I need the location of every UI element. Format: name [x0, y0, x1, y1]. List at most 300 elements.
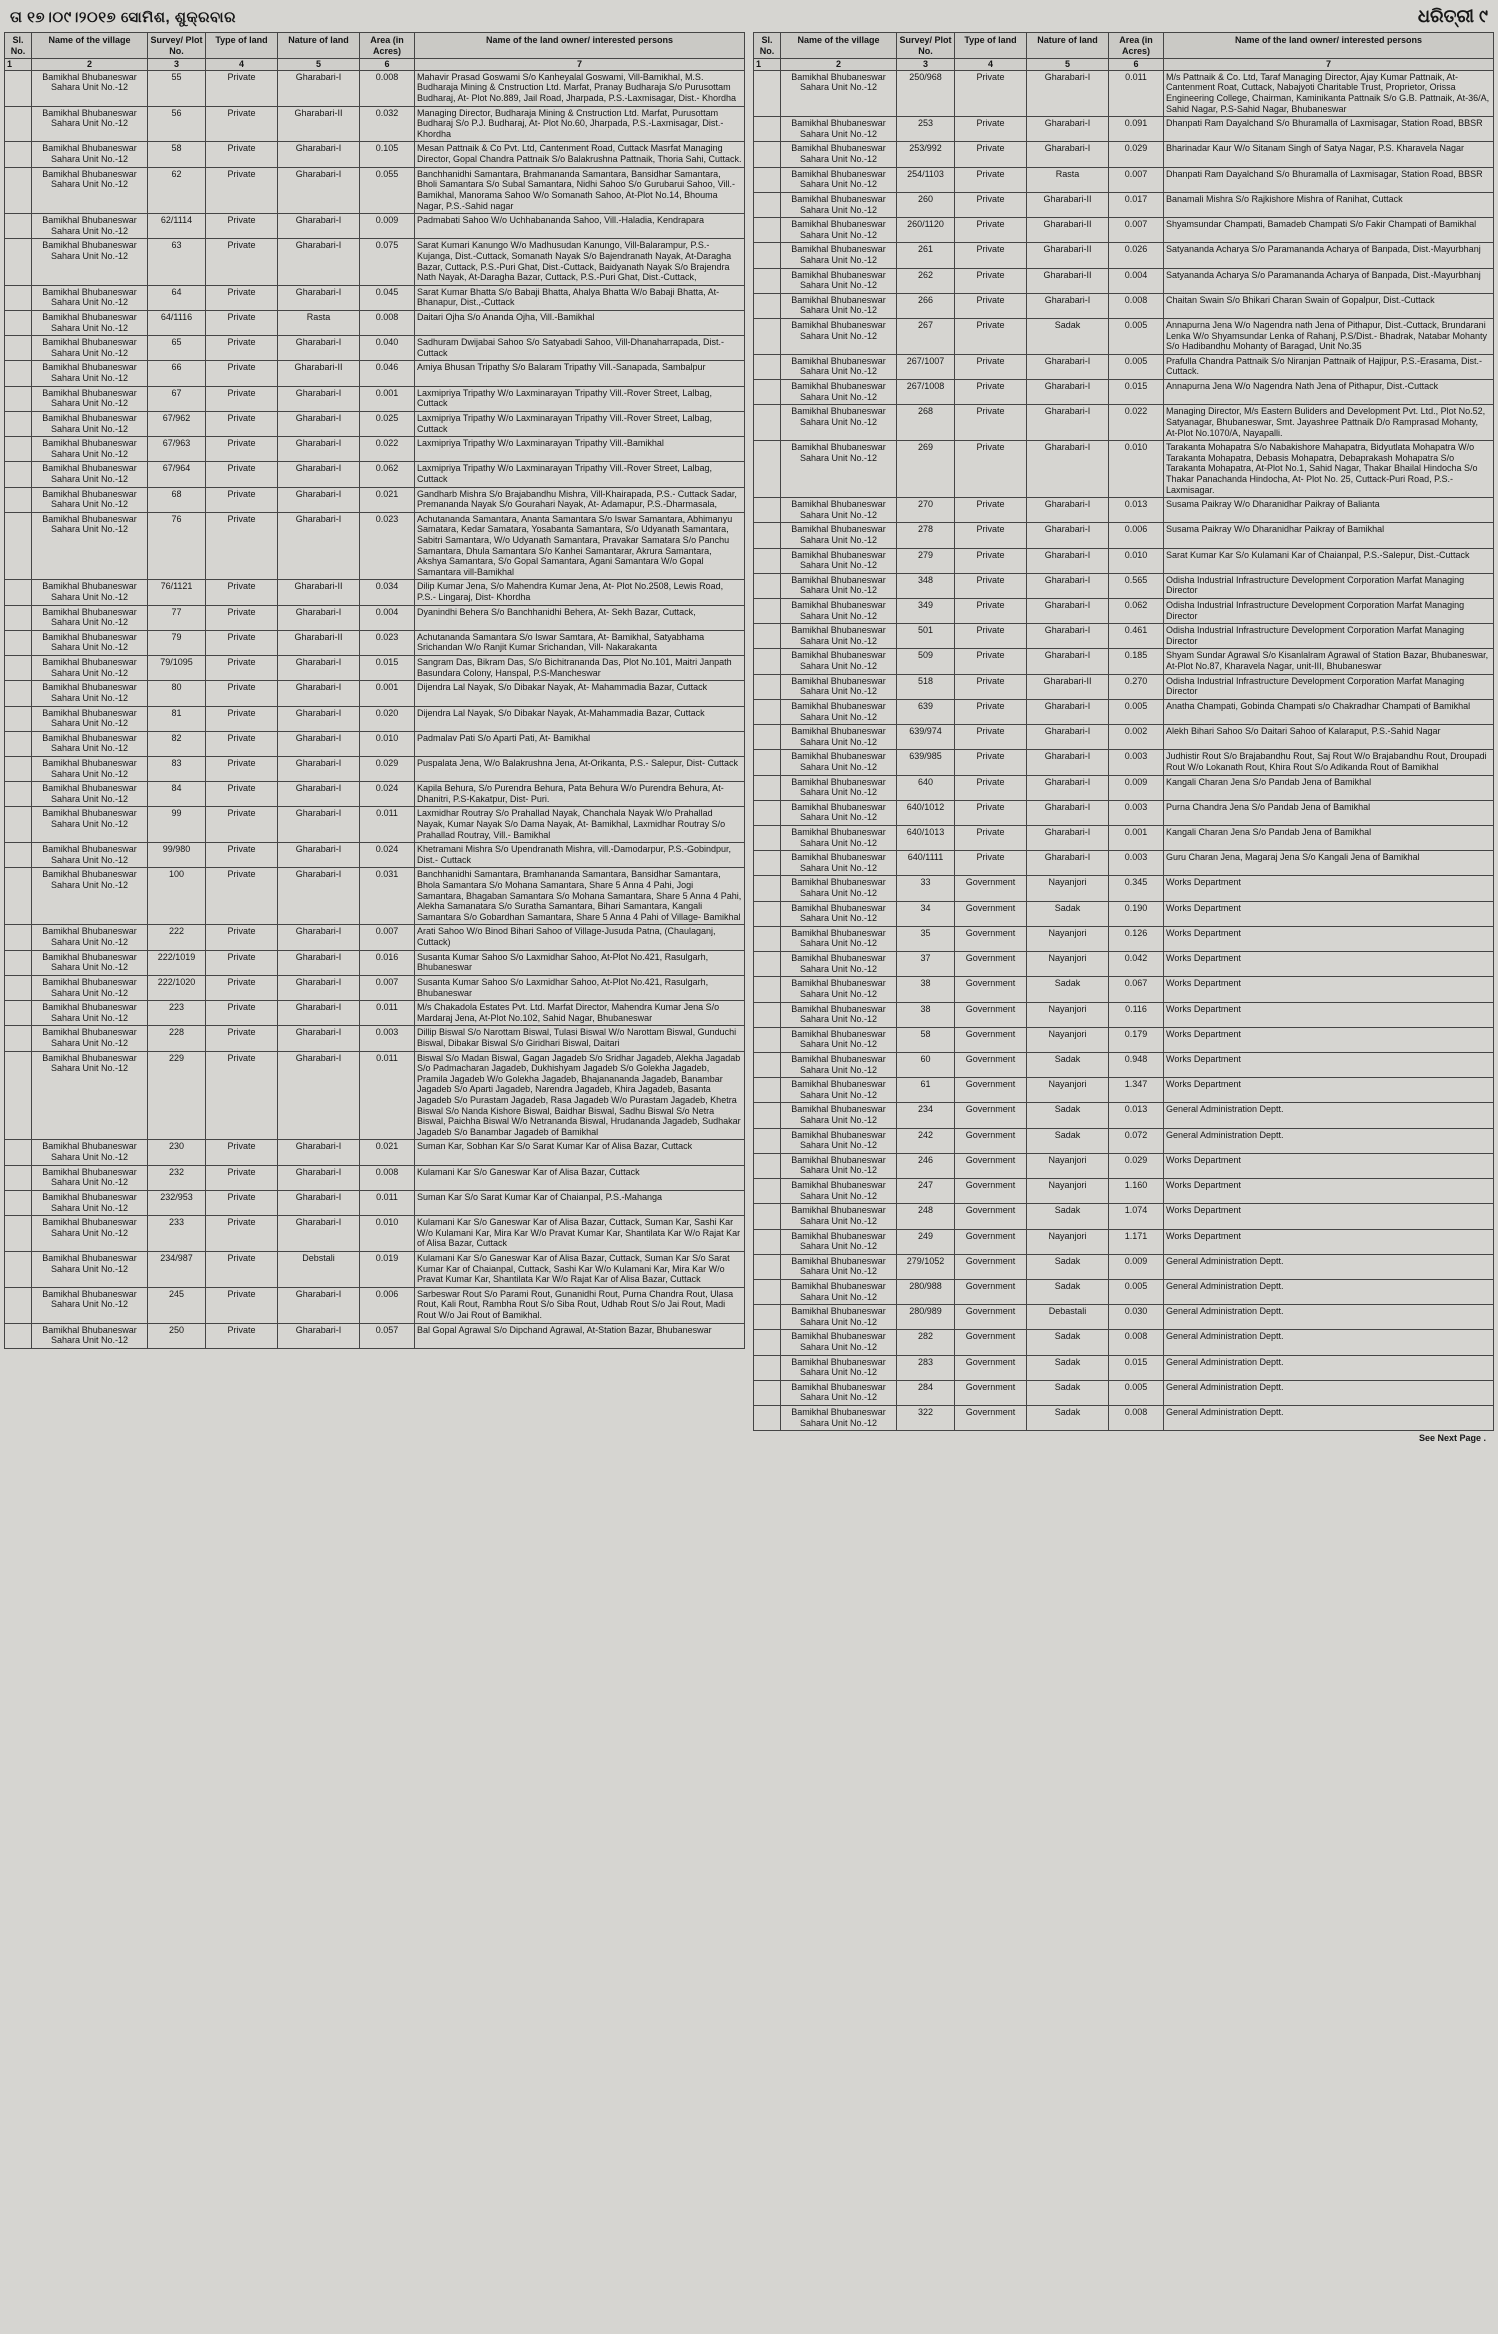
table-row [754, 70, 1494, 116]
sl-no-cell [754, 901, 781, 926]
table-row [5, 336, 745, 361]
sl-no-cell [5, 106, 32, 142]
land-nature-cell: Gharabari-II [278, 361, 360, 386]
land-type-cell: Government [955, 1153, 1027, 1178]
area-cell: 0.015 [1109, 380, 1164, 405]
land-type-cell: Government [955, 1254, 1027, 1279]
area-cell: 0.008 [1109, 1406, 1164, 1431]
village-cell: Bamikhal Bhubaneswar Sahara Unit No.-12 [781, 1078, 897, 1103]
owner-cell: Works Department [1164, 1179, 1494, 1204]
land-type-cell: Private [955, 573, 1027, 598]
village-cell: Bamikhal Bhubaneswar Sahara Unit No.-12 [32, 731, 148, 756]
table-row [754, 901, 1494, 926]
land-nature-cell: Rasta [1027, 167, 1109, 192]
land-type-cell: Private [955, 800, 1027, 825]
col-number-2: 2 [781, 59, 897, 71]
table-row [754, 523, 1494, 548]
plot-no-cell: 268 [897, 405, 955, 441]
land-type-cell: Private [955, 750, 1027, 775]
plot-no-cell: 280/989 [897, 1305, 955, 1330]
land-nature-cell: Gharabari-I [278, 1001, 360, 1026]
column-number-row [5, 59, 745, 71]
owner-cell: Kulamani Kar S/o Ganeswar Kar of Alisa Bazar, Cuttack, Suman Kar, Sashi Kar W/o Kulamani Kar, Mira Kar W/o Pravat Kumar Kar, Shantilata Kar W/o Rajat Kar of Alisa Bazar, Cuttack [415, 1216, 745, 1252]
owner-cell: Shyam Sundar Agrawal S/o Kisanlalram Agrawal of Station Bazar, Bhubaneswar, At-Plot No.87, Kharavela Nagar, unit-III, Bhubaneswar [1164, 649, 1494, 674]
area-cell: 0.461 [1109, 624, 1164, 649]
owner-cell: Odisha Industrial Infrastructure Development Corporation Marfat Managing Director [1164, 624, 1494, 649]
plot-no-cell: 76/1121 [148, 580, 206, 605]
land-type-cell: Private [206, 975, 278, 1000]
village-cell: Bamikhal Bhubaneswar Sahara Unit No.-12 [781, 354, 897, 379]
land-type-cell: Government [955, 977, 1027, 1002]
land-nature-cell: Gharabari-I [278, 487, 360, 512]
land-nature-cell: Gharabari-II [278, 106, 360, 142]
village-cell: Bamikhal Bhubaneswar Sahara Unit No.-12 [781, 750, 897, 775]
land-type-cell: Private [206, 1140, 278, 1165]
village-cell: Bamikhal Bhubaneswar Sahara Unit No.-12 [32, 512, 148, 580]
village-cell: Bamikhal Bhubaneswar Sahara Unit No.-12 [32, 1001, 148, 1026]
table-row [754, 977, 1494, 1002]
area-cell: 0.023 [360, 630, 415, 655]
village-cell: Bamikhal Bhubaneswar Sahara Unit No.-12 [781, 573, 897, 598]
owner-cell: Kulamani Kar S/o Ganeswar Kar of Alisa Bazar, Cuttack [415, 1165, 745, 1190]
plot-no-cell: 250/968 [897, 70, 955, 116]
owner-cell: Padmabati Sahoo W/o Uchhabananda Sahoo, Vill.-Haladia, Kendrapara [415, 214, 745, 239]
land-nature-cell: Nayanjori [1027, 1002, 1109, 1027]
plot-no-cell: 62 [148, 167, 206, 213]
table-row [754, 699, 1494, 724]
plot-no-cell: 262 [897, 268, 955, 293]
table-row [5, 239, 745, 285]
table-row [754, 1254, 1494, 1279]
area-cell: 0.013 [1109, 1103, 1164, 1128]
village-cell: Bamikhal Bhubaneswar Sahara Unit No.-12 [781, 1406, 897, 1431]
land-type-cell: Private [206, 1165, 278, 1190]
land-type-cell: Private [206, 630, 278, 655]
sl-no-cell [754, 649, 781, 674]
land-nature-cell: Sadak [1027, 901, 1109, 926]
table-row [5, 1165, 745, 1190]
land-type-cell: Private [955, 380, 1027, 405]
sl-no-cell [5, 1216, 32, 1252]
village-cell: Bamikhal Bhubaneswar Sahara Unit No.-12 [781, 293, 897, 318]
owner-cell: Gandharb Mishra S/o Brajabandhu Mishra, Vill-Khairapada, P.S.- Cuttack Sadar, Premananda Nayak S/o Gourahari Nayak, At- Adamapur, P.S.-Dharmasala, [415, 487, 745, 512]
sl-no-cell [754, 876, 781, 901]
sl-no-cell [754, 380, 781, 405]
area-cell: 0.004 [1109, 268, 1164, 293]
area-cell: 0.105 [360, 142, 415, 167]
area-cell: 0.185 [1109, 649, 1164, 674]
village-cell: Bamikhal Bhubaneswar Sahara Unit No.-12 [781, 800, 897, 825]
plot-no-cell: 67 [148, 386, 206, 411]
village-cell: Bamikhal Bhubaneswar Sahara Unit No.-12 [781, 952, 897, 977]
col-header-sl-no: Sl. No. [754, 33, 781, 59]
village-cell: Bamikhal Bhubaneswar Sahara Unit No.-12 [32, 214, 148, 239]
plot-no-cell: 245 [148, 1287, 206, 1323]
village-cell: Bamikhal Bhubaneswar Sahara Unit No.-12 [32, 868, 148, 925]
village-cell: Bamikhal Bhubaneswar Sahara Unit No.-12 [781, 901, 897, 926]
area-cell: 0.007 [360, 925, 415, 950]
land-type-cell: Private [955, 70, 1027, 116]
sl-no-cell [754, 674, 781, 699]
village-cell: Bamikhal Bhubaneswar Sahara Unit No.-12 [32, 1287, 148, 1323]
see-next-page: See Next Page . [1418, 1433, 1486, 1444]
land-nature-cell: Gharabari-I [278, 462, 360, 487]
plot-no-cell: 79 [148, 630, 206, 655]
village-cell: Bamikhal Bhubaneswar Sahara Unit No.-12 [781, 441, 897, 498]
village-cell: Bamikhal Bhubaneswar Sahara Unit No.-12 [32, 411, 148, 436]
land-nature-cell: Gharabari-I [1027, 800, 1109, 825]
sl-no-cell [754, 1305, 781, 1330]
owner-cell: General Administration Deptt. [1164, 1406, 1494, 1431]
owner-cell: General Administration Deptt. [1164, 1355, 1494, 1380]
land-nature-cell: Gharabari-I [278, 782, 360, 807]
village-cell: Bamikhal Bhubaneswar Sahara Unit No.-12 [781, 523, 897, 548]
land-nature-cell: Gharabari-I [278, 1140, 360, 1165]
sl-no-cell [5, 782, 32, 807]
table-row [754, 405, 1494, 441]
land-type-cell: Government [955, 1305, 1027, 1330]
land-type-cell: Private [955, 775, 1027, 800]
table-row [5, 630, 745, 655]
table-row [754, 218, 1494, 243]
land-nature-cell: Gharabari-I [278, 1051, 360, 1140]
sl-no-cell [754, 1380, 781, 1405]
land-nature-cell: Gharabari-I [278, 1323, 360, 1348]
sl-no-cell [754, 624, 781, 649]
col-number-7: 7 [1164, 59, 1494, 71]
land-type-cell: Private [206, 311, 278, 336]
land-nature-cell: Gharabari-II [1027, 268, 1109, 293]
owner-cell: General Administration Deptt. [1164, 1254, 1494, 1279]
village-cell: Bamikhal Bhubaneswar Sahara Unit No.-12 [32, 1190, 148, 1215]
village-cell: Bamikhal Bhubaneswar Sahara Unit No.-12 [32, 925, 148, 950]
owner-cell: Works Department [1164, 1229, 1494, 1254]
sl-no-cell [5, 950, 32, 975]
table-row [754, 926, 1494, 951]
land-nature-cell: Gharabari-I [278, 1287, 360, 1323]
sl-no-cell [754, 1279, 781, 1304]
plot-no-cell: 83 [148, 756, 206, 781]
village-cell: Bamikhal Bhubaneswar Sahara Unit No.-12 [32, 950, 148, 975]
sl-no-cell [5, 975, 32, 1000]
plot-no-cell: 254/1103 [897, 167, 955, 192]
plot-no-cell: 260 [897, 192, 955, 217]
plot-no-cell: 501 [897, 624, 955, 649]
village-cell: Bamikhal Bhubaneswar Sahara Unit No.-12 [32, 1251, 148, 1287]
owner-cell: Annapurna Jena W/o Nagendra Nath Jena of Pithapur, Dist.-Cuttack [1164, 380, 1494, 405]
owner-cell: Dyanindhi Behera S/o Banchhanidhi Behera, At- Sekh Bazar, Cuttack, [415, 605, 745, 630]
land-nature-cell: Gharabari-I [1027, 142, 1109, 167]
village-cell: Bamikhal Bhubaneswar Sahara Unit No.-12 [781, 649, 897, 674]
land-nature-cell: Gharabari-I [278, 336, 360, 361]
area-cell: 0.019 [360, 1251, 415, 1287]
area-cell: 0.005 [1109, 1279, 1164, 1304]
plot-no-cell: 61 [897, 1078, 955, 1103]
table-row [754, 725, 1494, 750]
masthead-page-number: ଧରିତ୍ରୀ ୯ [1417, 6, 1488, 26]
land-type-cell: Government [955, 1052, 1027, 1077]
table-row [754, 1153, 1494, 1178]
land-type-cell: Private [955, 319, 1027, 355]
area-cell: 1.171 [1109, 1229, 1164, 1254]
table-row [5, 512, 745, 580]
area-cell: 0.179 [1109, 1027, 1164, 1052]
land-type-cell: Private [206, 386, 278, 411]
land-nature-cell: Gharabari-I [1027, 699, 1109, 724]
plot-no-cell: 234/987 [148, 1251, 206, 1287]
village-cell: Bamikhal Bhubaneswar Sahara Unit No.-12 [32, 843, 148, 868]
land-nature-cell: Gharabari-I [1027, 624, 1109, 649]
sl-no-cell [754, 1179, 781, 1204]
area-cell: 0.042 [1109, 952, 1164, 977]
table-row [5, 1051, 745, 1140]
table-row [754, 354, 1494, 379]
land-nature-cell: Gharabari-I [278, 285, 360, 310]
owner-cell: Arati Sahoo W/o Binod Bihari Sahoo of Village-Jusuda Patna, (Chaulaganj, Cuttack) [415, 925, 745, 950]
land-nature-cell: Sadak [1027, 319, 1109, 355]
table-row [5, 843, 745, 868]
sl-no-cell [754, 1128, 781, 1153]
area-cell: 0.091 [1109, 117, 1164, 142]
plot-no-cell: 100 [148, 868, 206, 925]
plot-no-cell: 348 [897, 573, 955, 598]
sl-no-cell [5, 843, 32, 868]
land-nature-cell: Sadak [1027, 1254, 1109, 1279]
plot-no-cell: 35 [897, 926, 955, 951]
village-cell: Bamikhal Bhubaneswar Sahara Unit No.-12 [32, 239, 148, 285]
sl-no-cell [5, 656, 32, 681]
land-type-cell: Private [955, 405, 1027, 441]
area-cell: 0.020 [360, 706, 415, 731]
col-header-plot-no: Survey/ Plot No. [148, 33, 206, 59]
plot-no-cell: 283 [897, 1355, 955, 1380]
col-number-6: 6 [1109, 59, 1164, 71]
table-row [5, 731, 745, 756]
owner-cell: Dilip Kumar Jena, S/o Mahendra Kumar Jena, At- Plot No.2508, Lewis Road, P.S.- Lingaraj, Dist- Khordha [415, 580, 745, 605]
sl-no-cell [754, 70, 781, 116]
plot-no-cell: 81 [148, 706, 206, 731]
owner-cell: Dijendra Lal Nayak, S/o Dibakar Nayak, At- Mahammadia Bazar, Cuttack [415, 681, 745, 706]
sl-no-cell [5, 681, 32, 706]
sl-no-cell [754, 268, 781, 293]
area-cell: 0.029 [1109, 142, 1164, 167]
table-row [754, 441, 1494, 498]
area-cell: 0.072 [1109, 1128, 1164, 1153]
table-row [754, 1078, 1494, 1103]
sl-no-cell [5, 630, 32, 655]
plot-no-cell: 76 [148, 512, 206, 580]
land-nature-cell: Sadak [1027, 1330, 1109, 1355]
tables-container [4, 32, 1494, 1431]
sl-no-cell [754, 1153, 781, 1178]
village-cell: Bamikhal Bhubaneswar Sahara Unit No.-12 [781, 1027, 897, 1052]
sl-no-cell [754, 1103, 781, 1128]
area-cell: 0.055 [360, 167, 415, 213]
plot-no-cell: 260/1120 [897, 218, 955, 243]
village-cell: Bamikhal Bhubaneswar Sahara Unit No.-12 [781, 167, 897, 192]
sl-no-cell [5, 1051, 32, 1140]
land-nature-cell: Gharabari-I [278, 756, 360, 781]
village-cell: Bamikhal Bhubaneswar Sahara Unit No.-12 [781, 1330, 897, 1355]
village-cell: Bamikhal Bhubaneswar Sahara Unit No.-12 [781, 70, 897, 116]
land-nature-cell: Gharabari-I [278, 167, 360, 213]
land-type-cell: Government [955, 1103, 1027, 1128]
area-cell: 0.062 [1109, 599, 1164, 624]
area-cell: 0.003 [1109, 851, 1164, 876]
owner-cell: Works Department [1164, 926, 1494, 951]
area-cell: 0.565 [1109, 573, 1164, 598]
village-cell: Bamikhal Bhubaneswar Sahara Unit No.-12 [781, 1305, 897, 1330]
area-cell: 0.015 [1109, 1355, 1164, 1380]
area-cell: 0.034 [360, 580, 415, 605]
land-type-cell: Private [206, 239, 278, 285]
area-cell: 0.032 [360, 106, 415, 142]
owner-cell: Amiya Bhusan Tripathy S/o Balaram Tripathy Vill.-Sanapada, Sambalpur [415, 361, 745, 386]
col-number-3: 3 [148, 59, 206, 71]
sl-no-cell [5, 868, 32, 925]
plot-no-cell: 279/1052 [897, 1254, 955, 1279]
table-row [5, 462, 745, 487]
sl-no-cell [5, 706, 32, 731]
land-type-cell: Private [206, 925, 278, 950]
village-cell: Bamikhal Bhubaneswar Sahara Unit No.-12 [781, 826, 897, 851]
table-row [754, 1052, 1494, 1077]
village-cell: Bamikhal Bhubaneswar Sahara Unit No.-12 [32, 437, 148, 462]
sl-no-cell [754, 977, 781, 1002]
land-nature-cell: Nayanjori [1027, 1078, 1109, 1103]
sl-no-cell [5, 1251, 32, 1287]
land-type-cell: Private [206, 681, 278, 706]
plot-no-cell: 322 [897, 1406, 955, 1431]
owner-cell: Kangali Charan Jena S/o Pandab Jena of Bamikhal [1164, 826, 1494, 851]
land-nature-cell: Gharabari-I [1027, 750, 1109, 775]
land-type-cell: Private [955, 649, 1027, 674]
area-cell: 0.040 [360, 336, 415, 361]
sl-no-cell [754, 117, 781, 142]
owner-cell: Works Department [1164, 952, 1494, 977]
sl-no-cell [754, 293, 781, 318]
sl-no-cell [754, 1229, 781, 1254]
plot-no-cell: 77 [148, 605, 206, 630]
area-cell: 0.022 [360, 437, 415, 462]
land-nature-cell: Gharabari-I [1027, 775, 1109, 800]
land-nature-cell: Nayanjori [1027, 1153, 1109, 1178]
village-cell: Bamikhal Bhubaneswar Sahara Unit No.-12 [781, 548, 897, 573]
owner-cell: Prafulla Chandra Pattnaik S/o Niranjan Pattnaik of Hajipur, P.S.-Erasama, Dist.-Cuttack. [1164, 354, 1494, 379]
village-cell: Bamikhal Bhubaneswar Sahara Unit No.-12 [32, 361, 148, 386]
owner-cell: Sadhuram Dwijabai Sahoo S/o Satyabadi Sahoo, Vill-Dhanaharrapada, Dist.-Cuttack [415, 336, 745, 361]
village-cell: Bamikhal Bhubaneswar Sahara Unit No.-12 [781, 1380, 897, 1405]
sl-no-cell [5, 1165, 32, 1190]
land-nature-cell: Gharabari-I [1027, 523, 1109, 548]
area-cell: 0.001 [360, 681, 415, 706]
col-number-1: 1 [5, 59, 32, 71]
table-row [5, 1140, 745, 1165]
sl-no-cell [754, 441, 781, 498]
land-type-cell: Private [206, 1251, 278, 1287]
owner-cell: General Administration Deptt. [1164, 1103, 1494, 1128]
village-cell: Bamikhal Bhubaneswar Sahara Unit No.-12 [32, 580, 148, 605]
land-nature-cell: Nayanjori [1027, 876, 1109, 901]
land-type-cell: Government [955, 1204, 1027, 1229]
owner-cell: Alekh Bihari Sahoo S/o Daitari Sahoo of Kalaraput, P.S.-Sahid Nagar [1164, 725, 1494, 750]
land-type-cell: Private [206, 487, 278, 512]
owner-cell: Tarakanta Mohapatra S/o Nabakishore Mahapatra, Bidyutlata Mohapatra W/o Tarakanta Mohapatra, Debasis Mohapatra, Debaprakash Mohapatra S/o Tarakanta Mohapatra, At-Plot No.1, Sahid Nagar, Thakar Bhailal Hindocha S/o Thakar Panachanda Hindocha, At- Plot No. 25, Cuttack-Puri Road, P.S.- Laxmisagar. [1164, 441, 1494, 498]
owner-cell: Puspalata Jena, W/o Balakrushna Jena, At-Orikanta, P.S.- Salepur, Dist- Cuttack [415, 756, 745, 781]
village-cell: Bamikhal Bhubaneswar Sahara Unit No.-12 [32, 285, 148, 310]
col-header-plot-no: Survey/ Plot No. [897, 33, 955, 59]
plot-no-cell: 242 [897, 1128, 955, 1153]
sl-no-cell [754, 775, 781, 800]
table-row [754, 800, 1494, 825]
land-nature-cell: Sadak [1027, 1204, 1109, 1229]
plot-no-cell: 232/953 [148, 1190, 206, 1215]
village-cell: Bamikhal Bhubaneswar Sahara Unit No.-12 [781, 876, 897, 901]
land-type-cell: Private [955, 243, 1027, 268]
table-row [754, 1229, 1494, 1254]
table-row [754, 1204, 1494, 1229]
sl-no-cell [754, 167, 781, 192]
owner-cell: Suman Kar S/o Sarat Kumar Kar of Chaianpal, P.S.-Mahanga [415, 1190, 745, 1215]
land-type-cell: Government [955, 1027, 1027, 1052]
land-type-cell: Private [955, 826, 1027, 851]
table-row [754, 851, 1494, 876]
area-cell: 0.011 [1109, 70, 1164, 116]
land-nature-cell: Gharabari-I [278, 843, 360, 868]
land-type-cell: Private [206, 361, 278, 386]
plot-no-cell: 282 [897, 1330, 955, 1355]
village-cell: Bamikhal Bhubaneswar Sahara Unit No.-12 [781, 977, 897, 1002]
table-row [5, 975, 745, 1000]
land-nature-cell: Gharabari-I [1027, 293, 1109, 318]
col-number-3: 3 [897, 59, 955, 71]
plot-no-cell: 84 [148, 782, 206, 807]
sl-no-cell [754, 498, 781, 523]
land-type-cell: Private [206, 1287, 278, 1323]
area-cell: 0.001 [360, 386, 415, 411]
plot-no-cell: 60 [897, 1052, 955, 1077]
sl-no-cell [754, 851, 781, 876]
land-nature-cell: Gharabari-I [1027, 573, 1109, 598]
land-nature-cell: Gharabari-I [278, 950, 360, 975]
owner-cell: Works Department [1164, 876, 1494, 901]
owner-cell: Dillip Biswal S/o Narottam Biswal, Tulasi Biswal W/o Narottam Biswal, Gunduchi Biswal, Dibakar Biswal S/o Giridhari Biswal, Daitari [415, 1026, 745, 1051]
owner-cell: Dhanpati Ram Dayalchand S/o Bhuramalla of Laxmisagar, Station Road, BBSR [1164, 117, 1494, 142]
land-nature-cell: Sadak [1027, 1128, 1109, 1153]
table-row [5, 70, 745, 106]
owner-cell: Annapurna Jena W/o Nagendra nath Jena of Pithapur, Dist.-Cuttack, Brundarani Lenka W/o Shyamsundar Lenka of Rahanj, P.S/Dist.- Bhadrak, Natabar Mohanty S/o Hadibandhu Mohanty of Baragad, Unit No.35 [1164, 319, 1494, 355]
land-type-cell: Government [955, 876, 1027, 901]
plot-no-cell: 279 [897, 548, 955, 573]
owner-cell: Sarat Kumari Kanungo W/o Madhusudan Kanungo, Vill-Balarampur, P.S.-Kujanga, Dist.-Cuttack, Somanath Nayak S/o Bajendranath Nayak, At-Daragha Bazar, Cuttack, P.S.-Puri Ghat, Dist.-Cuttack, Baidyanath Nayak S/o Brajendra Nath Nayak, At-Daragha Bazar, Cuttack, P.S.-Puri Ghat, Dist.-Cuttack, [415, 239, 745, 285]
area-cell: 0.017 [1109, 192, 1164, 217]
sl-no-cell [754, 192, 781, 217]
area-cell: 0.045 [360, 285, 415, 310]
table-row [5, 782, 745, 807]
plot-no-cell: 64 [148, 285, 206, 310]
land-type-cell: Private [955, 548, 1027, 573]
village-cell: Bamikhal Bhubaneswar Sahara Unit No.-12 [781, 1153, 897, 1178]
land-nature-cell: Gharabari-I [1027, 649, 1109, 674]
sl-no-cell [5, 1190, 32, 1215]
plot-no-cell: 228 [148, 1026, 206, 1051]
table-row [754, 826, 1494, 851]
land-nature-cell: Gharabari-I [278, 142, 360, 167]
area-cell: 0.024 [360, 843, 415, 868]
col-header-land-type: Type of land [955, 33, 1027, 59]
land-nature-cell: Gharabari-I [1027, 441, 1109, 498]
sl-no-cell [5, 1287, 32, 1323]
